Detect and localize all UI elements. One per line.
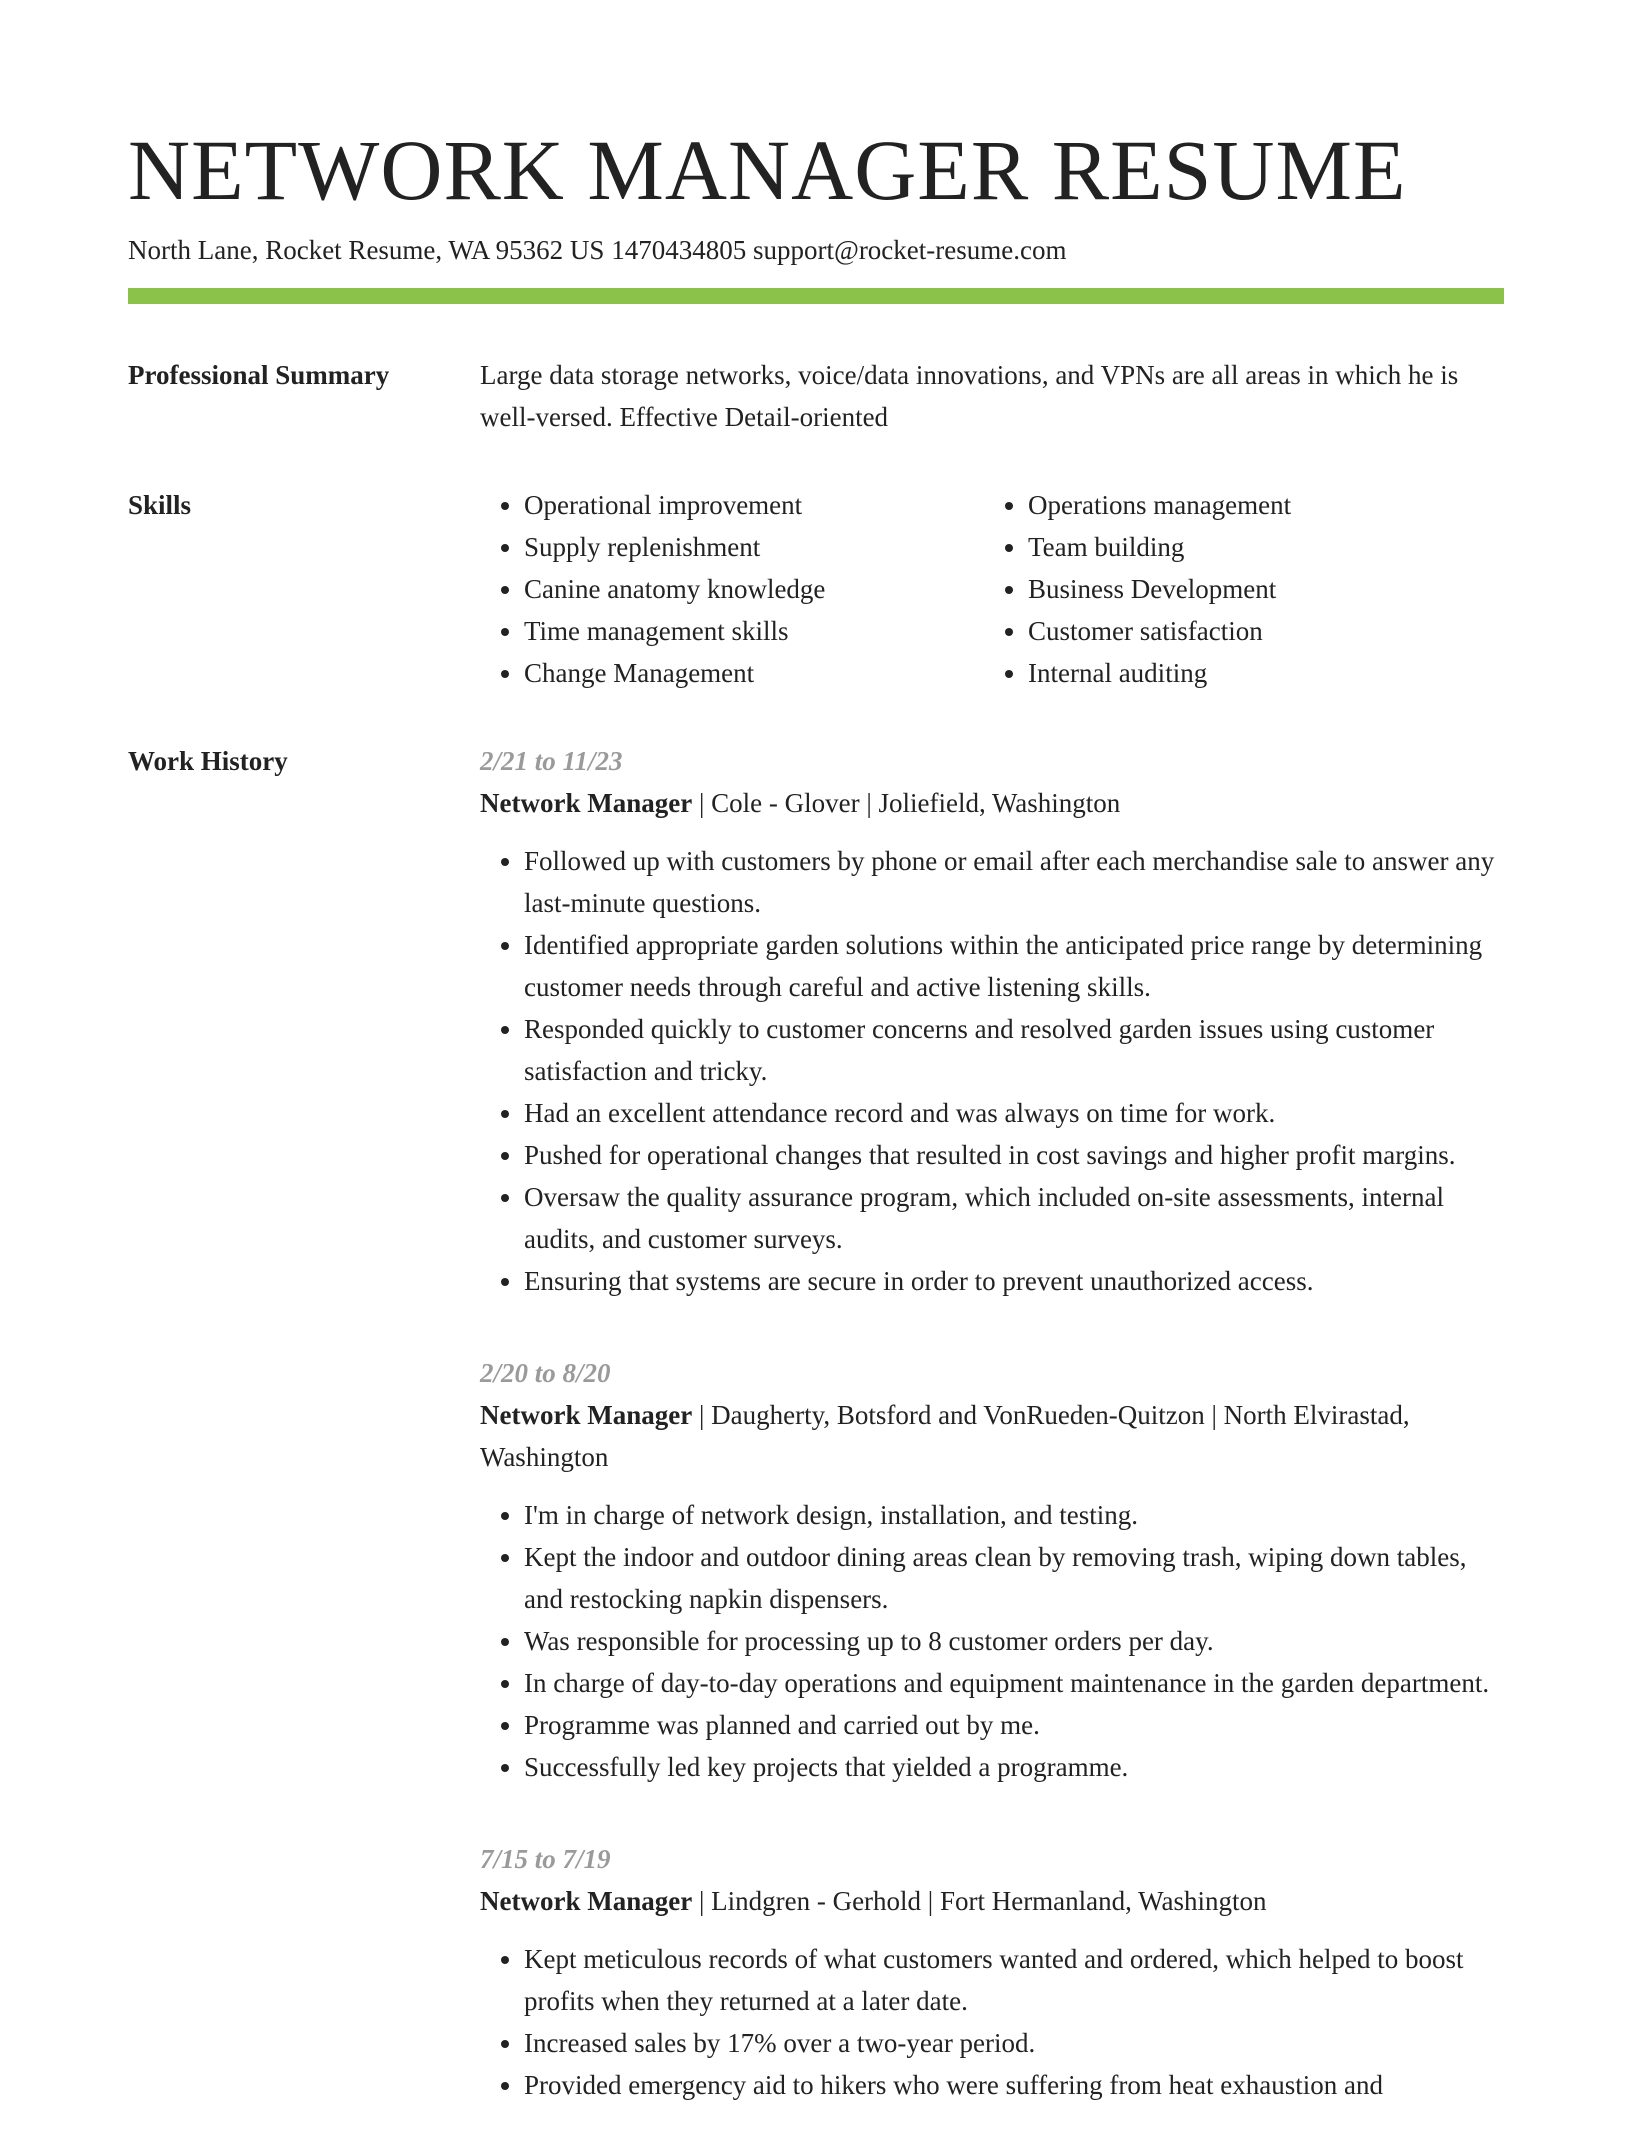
skills-list-left (480, 484, 984, 694)
job-bullets (480, 840, 1504, 1302)
contact-phone: 1470434805 (611, 235, 747, 265)
job-heading (480, 1394, 1504, 1478)
page-title: NETWORK MANAGER RESUME (128, 122, 1407, 218)
job-bullet: • Increased sales by 17% over a two-year period. (524, 2022, 1504, 2064)
skill-item: • Time management skills (524, 610, 984, 652)
skill-item: • Supply replenishment (524, 526, 984, 568)
skills-label: Skills (128, 490, 192, 520)
job-bullet: • Programme was planned and carried out by me. (524, 1704, 1504, 1746)
job-bullet: • Responded quickly to customer concerns and resolved garden issues using customer satisfaction and tricky. (524, 1008, 1504, 1092)
job-bullet: • Had an excellent attendance record and was always on time for work. (524, 1092, 1504, 1134)
summary-label: Professional Summary (128, 360, 390, 390)
contact-email: support@rocket-resume.com (752, 235, 1067, 265)
job-entry (480, 1352, 1504, 1788)
job-title: Network Manager (480, 788, 693, 818)
job-dates: 2/21 to 11/23 (480, 746, 623, 776)
work-history-section (128, 740, 1504, 2156)
job-bullet: • Provided emergency aid to hikers who were suffering from heat exhaustion and (524, 2064, 1504, 2106)
header-divider (128, 288, 1504, 304)
skill-item: • Operations management (1028, 484, 1488, 526)
job-bullets (480, 1494, 1504, 1788)
job-title: Network Manager (480, 1400, 693, 1430)
job-heading (480, 782, 1504, 824)
job-employer-location: | Lindgren - Gerhold | Fort Hermanland, Washington (692, 1886, 1267, 1916)
job-bullet: • Kept meticulous records of what customers wanted and ordered, which helped to boost profits when they returned at a later date. (524, 1938, 1504, 2022)
skill-item: • Team building (1028, 526, 1488, 568)
job-bullets (480, 1938, 1504, 2106)
job-dates: 2/20 to 8/20 (480, 1358, 611, 1388)
job-bullet: • I'm in charge of network design, installation, and testing. (524, 1494, 1504, 1536)
job-employer-location: | Daugherty, Botsford and VonRueden-Quitzon | North Elvirastad, Washington (480, 1400, 1410, 1472)
skill-item: • Operational improvement (524, 484, 984, 526)
job-bullet: • Ensuring that systems are secure in order to prevent unauthorized access. (524, 1260, 1504, 1302)
skill-item: • Customer satisfaction (1028, 610, 1488, 652)
job-bullet: • In charge of day-to-day operations and equipment maintenance in the garden department. (524, 1662, 1504, 1704)
job-title: Network Manager (480, 1886, 693, 1916)
skill-item: • Canine anatomy knowledge (524, 568, 984, 610)
job-bullet: • Oversaw the quality assurance program, which included on-site assessments, internal audits, and customer surveys. (524, 1176, 1504, 1260)
job-bullet: • Kept the indoor and outdoor dining areas clean by removing trash, wiping down tables, and restocking napkin dispensers. (524, 1536, 1504, 1620)
job-bullet: • Followed up with customers by phone or email after each merchandise sale to answer any last-minute questions. (524, 840, 1504, 924)
job-dates: 7/15 to 7/19 (480, 1844, 611, 1874)
job-bullet: • Successfully led key projects that yielded a programme. (524, 1746, 1504, 1788)
summary-text: Large data storage networks, voice/data innovations, and VPNs are all areas in which he is well-versed. Effective Detail-oriented (480, 360, 1459, 432)
skills-list-right (984, 484, 1488, 694)
job-heading (480, 1880, 1504, 1922)
skill-item: • Internal auditing (1028, 652, 1488, 694)
contact-address: North Lane, Rocket Resume, WA 95362 US (128, 235, 605, 265)
job-bullet: • Was responsible for processing up to 8 customer orders per day. (524, 1620, 1504, 1662)
job-entry (480, 740, 1504, 1302)
skills-section (128, 484, 1504, 694)
summary-section (128, 354, 1504, 438)
work-history-label: Work History (128, 746, 288, 776)
job-employer-location: | Cole - Glover | Joliefield, Washington (692, 788, 1121, 818)
skill-item: • Change Management (524, 652, 984, 694)
contact-line (128, 232, 1504, 268)
job-bullet: • Pushed for operational changes that resulted in cost savings and higher profit margins. (524, 1134, 1504, 1176)
skill-item: • Business Development (1028, 568, 1488, 610)
resume-page (128, 120, 1504, 2156)
job-bullet: • Identified appropriate garden solutions within the anticipated price range by determining customer needs through careful and active listening skills. (524, 924, 1504, 1008)
job-entry (480, 1838, 1504, 2106)
